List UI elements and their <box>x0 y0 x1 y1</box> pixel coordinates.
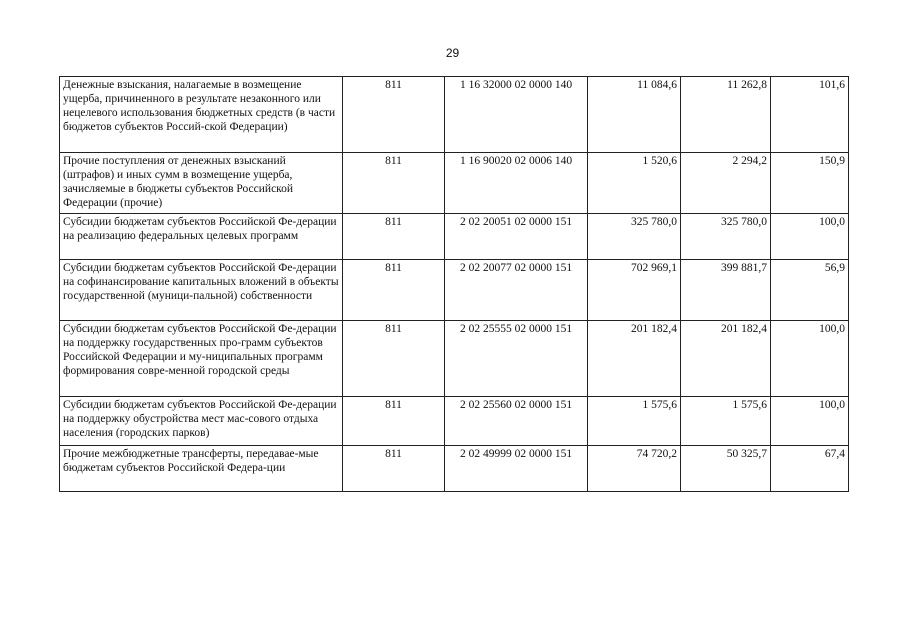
admin-code-cell: 811 <box>343 214 445 260</box>
budget-classification-code-cell: 2 02 49999 02 0000 151 <box>445 446 588 492</box>
revenue-name-cell: Субсидии бюджетам субъектов Российской Фе-дерации на реализацию федеральных целевых программ <box>60 214 343 260</box>
execution-percent-cell: 56,9 <box>771 260 849 321</box>
admin-code-cell: 811 <box>343 260 445 321</box>
table-row <box>60 153 849 214</box>
execution-percent-cell: 67,4 <box>771 446 849 492</box>
revenue-name-cell: Субсидии бюджетам субъектов Российской Фе-дерации на софинансирование капитальных вложений в объекты государственной (муници-пальной) собственности <box>60 260 343 321</box>
actual-amount-cell: 11 262,8 <box>681 77 771 153</box>
revenue-name-cell: Субсидии бюджетам субъектов Российской Фе-дерации на поддержку государственных про-грамм субъектов Российской Федерации и му-ниципальных программ формирования совре-менной городской среды <box>60 321 343 397</box>
planned-amount-cell: 702 969,1 <box>588 260 681 321</box>
execution-percent-cell: 101,6 <box>771 77 849 153</box>
table-row <box>60 260 849 321</box>
budget-classification-code-cell: 2 02 20051 02 0000 151 <box>445 214 588 260</box>
table-row <box>60 446 849 492</box>
table-row <box>60 77 849 153</box>
budget-classification-code-cell: 1 16 90020 02 0006 140 <box>445 153 588 214</box>
page-number: 29 <box>445 46 460 60</box>
table-row <box>60 321 849 397</box>
budget-classification-code-cell: 1 16 32000 02 0000 140 <box>445 77 588 153</box>
actual-amount-cell: 2 294,2 <box>681 153 771 214</box>
revenue-name-cell: Денежные взыскания, налагаемые в возмещение ущерба, причиненного в результате незаконного или нецелевого использования бюджетных средств (в части бюджетов субъектов Россий-ской Федерации) <box>60 77 343 153</box>
admin-code-cell: 811 <box>343 77 445 153</box>
execution-percent-cell: 100,0 <box>771 397 849 446</box>
admin-code-cell: 811 <box>343 321 445 397</box>
execution-percent-cell: 150,9 <box>771 153 849 214</box>
planned-amount-cell: 11 084,6 <box>588 77 681 153</box>
planned-amount-cell: 325 780,0 <box>588 214 681 260</box>
admin-code-cell: 811 <box>343 397 445 446</box>
budget-classification-code-cell: 2 02 25555 02 0000 151 <box>445 321 588 397</box>
actual-amount-cell: 399 881,7 <box>681 260 771 321</box>
admin-code-cell: 811 <box>343 153 445 214</box>
revenue-name-cell: Субсидии бюджетам субъектов Российской Фе-дерации на поддержку обустройства мест мас-сового отдыха населения (городских парков) <box>60 397 343 446</box>
budget-revenue-table <box>59 76 849 492</box>
planned-amount-cell: 1 520,6 <box>588 153 681 214</box>
table-row <box>60 214 849 260</box>
planned-amount-cell: 1 575,6 <box>588 397 681 446</box>
execution-percent-cell: 100,0 <box>771 321 849 397</box>
budget-classification-code-cell: 2 02 25560 02 0000 151 <box>445 397 588 446</box>
planned-amount-cell: 201 182,4 <box>588 321 681 397</box>
execution-percent-cell: 100,0 <box>771 214 849 260</box>
budget-classification-code-cell: 2 02 20077 02 0000 151 <box>445 260 588 321</box>
planned-amount-cell: 74 720,2 <box>588 446 681 492</box>
actual-amount-cell: 325 780,0 <box>681 214 771 260</box>
actual-amount-cell: 1 575,6 <box>681 397 771 446</box>
actual-amount-cell: 50 325,7 <box>681 446 771 492</box>
admin-code-cell: 811 <box>343 446 445 492</box>
actual-amount-cell: 201 182,4 <box>681 321 771 397</box>
revenue-name-cell: Прочие межбюджетные трансферты, передавае-мые бюджетам субъектов Российской Федера-ции <box>60 446 343 492</box>
table-row <box>60 397 849 446</box>
revenue-name-cell: Прочие поступления от денежных взысканий (штрафов) и иных сумм в возмещение ущерба, зачисляемые в бюджеты субъектов Российской Федерации (прочие) <box>60 153 343 214</box>
